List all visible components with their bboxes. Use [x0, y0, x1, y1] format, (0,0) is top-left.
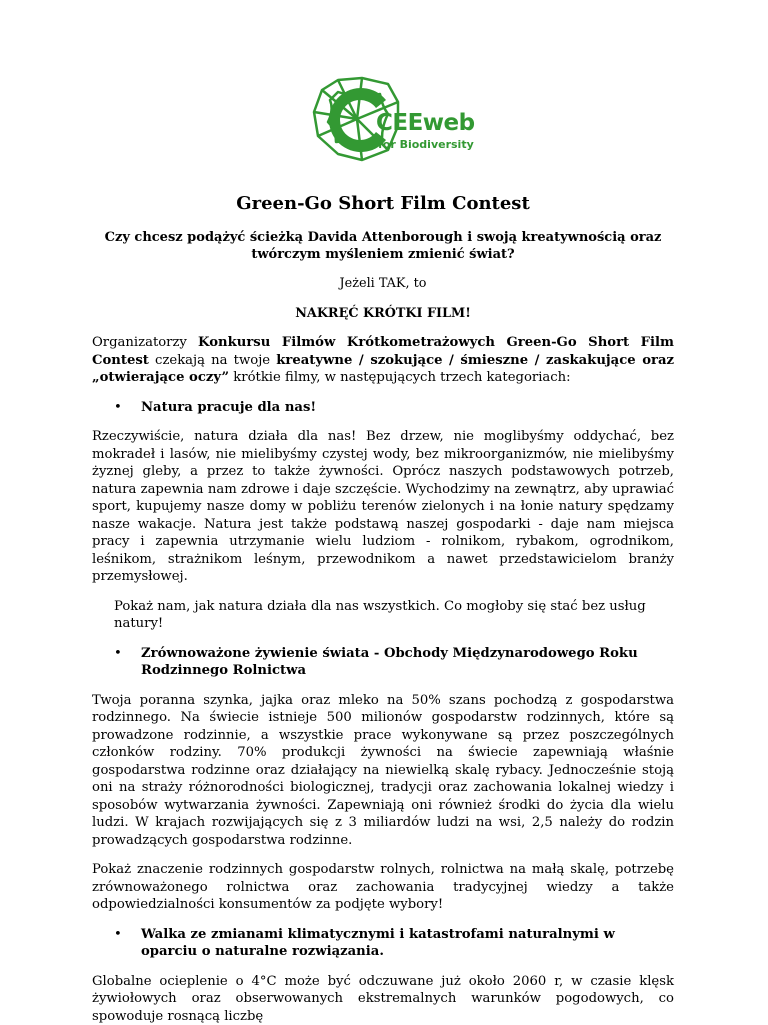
category-prompt-2: Pokaż znaczenie rodzinnych gospodarstw rolnych, rolnictwa na małą skalę, potrzebę zrównoważonego rolnictwa oraz zachowania tradycyjnej wiedzy a także odpowiedzialności konsumentów za podjęte wybory! — [92, 861, 674, 914]
category-body-3: Globalne ocieplenie o 4°C może być odczuwane już około 2060 r, w czasie klęsk żywiołowych oraz obserwowanych ekstremalnych warunków pogodowych, co spowoduje rosnącą liczbę — [92, 973, 674, 1025]
if-yes-text: Jeżeli TAK, to — [92, 275, 674, 293]
call-to-action: NAKRĘĆ KRÓTKI FILM! — [92, 305, 674, 323]
intro-paragraph: Organizatorzy Konkursu Filmów Krótkometrażowych Green-Go Short Film Contest czekają na twoje kreatywne / szokujące / śmieszne / zaskakujące oraz „otwierające oczy” krótkie filmy, w następujących trzech kategoriach: — [92, 334, 674, 387]
category-heading-2: • Zrównoważone żywienie świata - Obchody Międzynarodowego Roku Rodzinnego Rolnictwa — [92, 645, 674, 680]
category-heading-1: • Natura pracuje dla nas! — [92, 399, 674, 417]
logo-tagline: for Biodiversity — [378, 138, 474, 151]
document-body — [92, 192, 674, 1025]
bullet-icon: • — [114, 399, 122, 417]
category-body-2: Twoja poranna szynka, jajka oraz mleko na 50% szans pochodzą z gospodarstwa rodzinnego. Na świecie istnieje 500 milionów gospodarstw rodzinnych, które są prowadzone rodzinnie, a wszystkie prace wykonywane są przez poszczególnych członków rodziny. 70% produkcji żywności na świecie zapewniają właśnie gospodarstwa rodzinne oraz działający na niewielką skalę rybacy. Jednocześnie stoją oni na straży różnorodności biologicznej, tradycji oraz zachowania lokalnej wiedzy i sposobów wytwarzania żywności. Zapewniają oni również środki do życia dla wielu ludzi. W krajach rozwijających się z 3 miliardów ludzi na wsi, 2,5 należy do rodzin prowadzących gospodarstwa rodzinne. — [92, 692, 674, 850]
category-heading-3: • Walka ze zmianami klimatycznymi i katastrofami naturalnymi w oparciu o naturalne rozwiązania. — [92, 926, 674, 961]
logo-brand: CEEweb — [376, 110, 475, 136]
page-title: Green-Go Short Film Contest — [92, 192, 674, 216]
subtitle-question: Czy chcesz podążyć ścieżką Davida Attenborough i swoją kreatywnością oraz twórczym myśleniem zmienić świat? — [92, 229, 674, 263]
category-prompt-1: Pokaż nam, jak natura działa dla nas wszystkich. Co mogłoby się stać bez usług natury! — [92, 598, 674, 633]
bullet-icon: • — [114, 645, 122, 663]
bullet-icon: • — [114, 926, 122, 944]
category-body-1: Rzeczywiście, natura działa dla nas! Bez drzew, nie moglibyśmy oddychać, bez mokradeł i lasów, nie mielibyśmy czystej wody, bez mikroorganizmów, nie mielibyśmy żyznej gleby, a przez to także żywności. Oprócz naszych podstawowych potrzeb, natura zapewnia nam zdrowe i daje szczęście. Wychodzimy na zewnątrz, aby uprawiać sport, kupujemy nasze domy w pobliżu terenów zielonych i na łonie natury spędzamy nasze wakacje. Natura jest także podstawą naszej gospodarki - daje nam miejsca pracy i zapewnia utrzymanie wielu ludziom - rolnikom, rybakom, ogrodnikom, leśnikom, strażnikom leśnym, przewodnikom a nawet przedstawicielom branży przemysłowej. — [92, 428, 674, 586]
